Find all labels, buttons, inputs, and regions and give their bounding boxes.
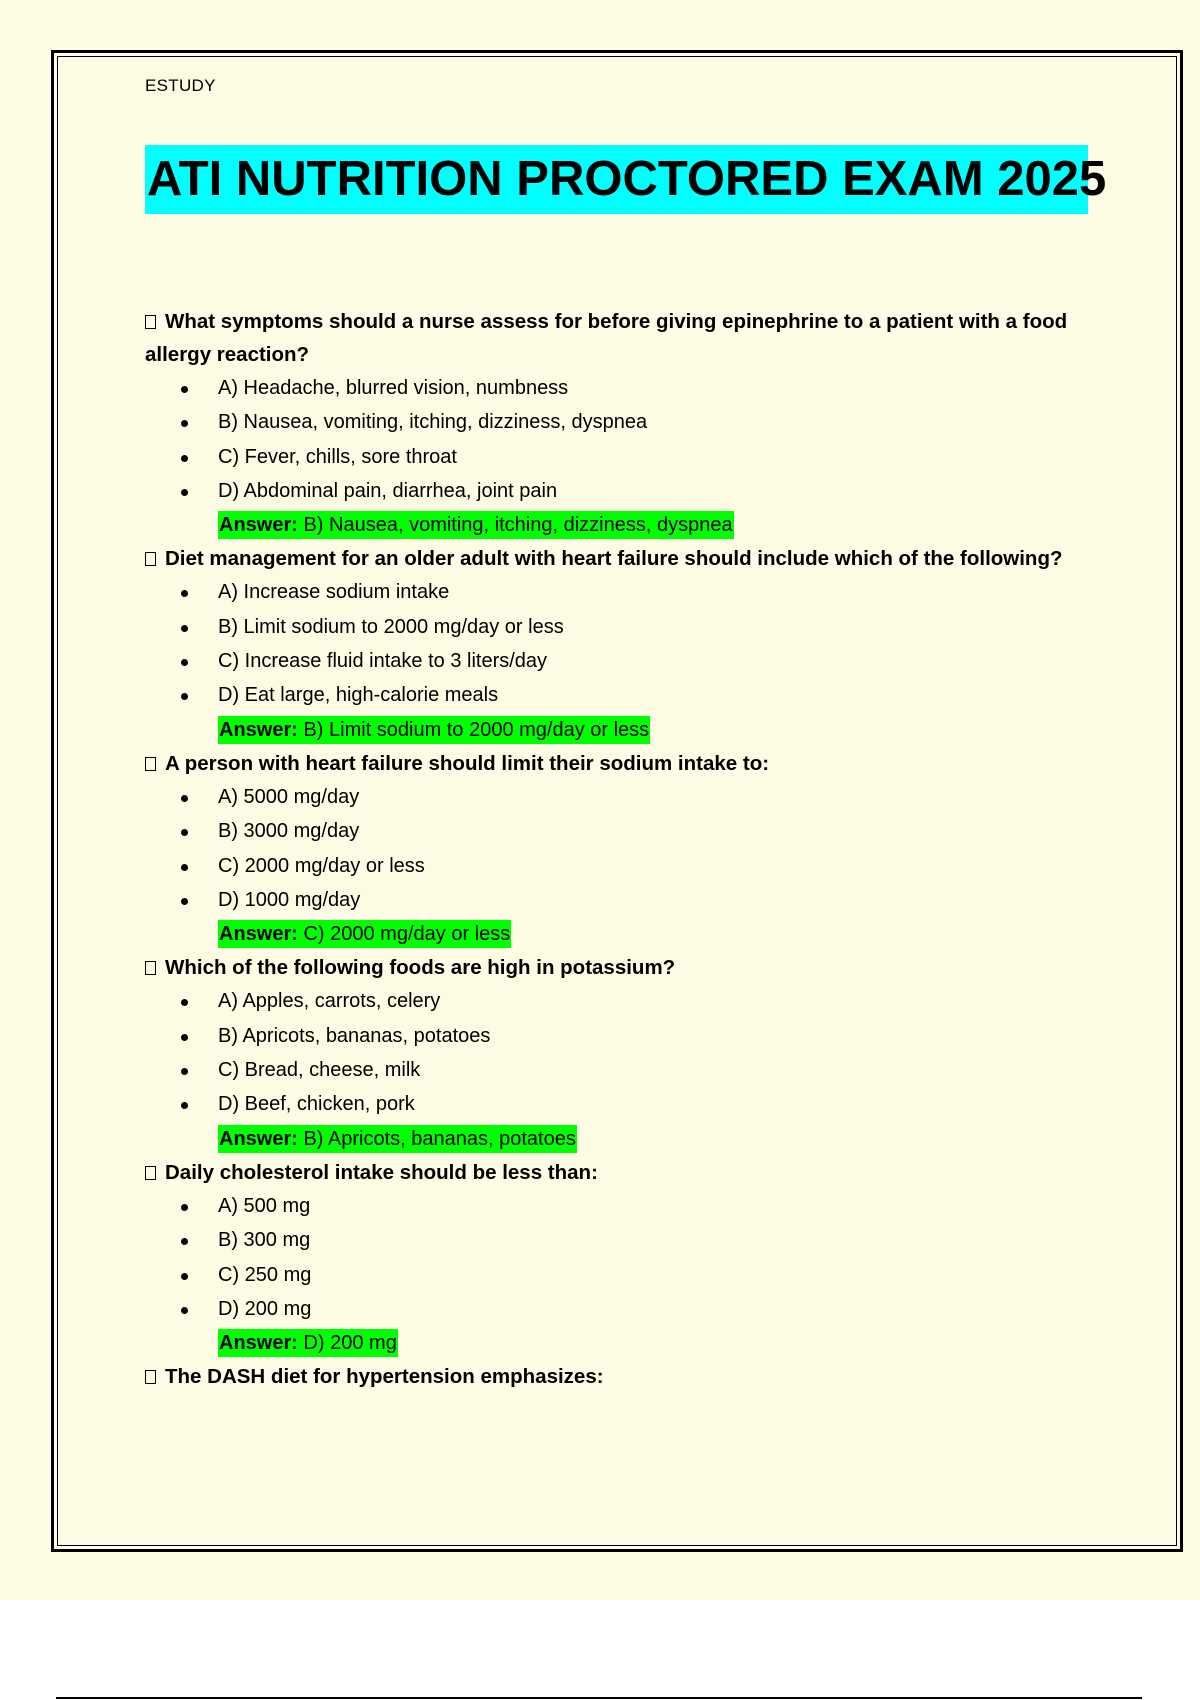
checkbox-icon <box>145 961 156 975</box>
bullet-icon <box>181 829 188 836</box>
question-4 <box>145 951 1075 1155</box>
answer-row <box>145 713 1075 747</box>
option-list <box>145 984 1075 1121</box>
bullet-icon <box>181 1238 188 1245</box>
option-item: D) Beef, chicken, pork <box>145 1087 1075 1121</box>
option-item: C) Bread, cheese, milk <box>145 1053 1075 1087</box>
bullet-icon <box>181 625 188 632</box>
option-list <box>145 1189 1075 1326</box>
bullet-icon <box>181 898 188 905</box>
bullet-icon <box>181 420 188 427</box>
answer-row <box>145 1122 1075 1156</box>
option-item: A) Headache, blurred vision, numbness <box>145 371 1075 405</box>
page-title: ATI NUTRITION PROCTORED EXAM 2025 <box>145 145 1088 214</box>
bullet-icon <box>181 1273 188 1280</box>
footer-divider <box>56 1697 1142 1699</box>
option-item: B) 3000 mg/day <box>145 814 1075 848</box>
question-2 <box>145 542 1075 746</box>
answer-highlight: Answer: D) 200 mg <box>218 1329 398 1357</box>
option-item: A) Increase sodium intake <box>145 575 1075 609</box>
option-item: C) 250 mg <box>145 1258 1075 1292</box>
checkbox-icon <box>145 757 156 771</box>
bullet-icon <box>181 1034 188 1041</box>
question-text: A person with heart failure should limit their sodium intake to: <box>145 747 1075 780</box>
bullet-icon <box>181 659 188 666</box>
option-item: B) Nausea, vomiting, itching, dizziness, dyspnea <box>145 405 1075 439</box>
bullet-icon <box>181 489 188 496</box>
option-item: B) Limit sodium to 2000 mg/day or less <box>145 610 1075 644</box>
checkbox-icon <box>145 1166 156 1180</box>
option-list <box>145 780 1075 917</box>
option-item: D) Eat large, high-calorie meals <box>145 678 1075 712</box>
answer-highlight: Answer: B) Nausea, vomiting, itching, dizziness, dyspnea <box>218 511 734 539</box>
header-label: ESTUDY <box>145 76 216 95</box>
checkbox-icon <box>145 315 156 329</box>
question-6 <box>145 1360 1075 1393</box>
bullet-icon <box>181 1102 188 1109</box>
bullet-icon <box>181 693 188 700</box>
option-item: C) Fever, chills, sore throat <box>145 440 1075 474</box>
bullet-icon <box>181 386 188 393</box>
option-item: D) 1000 mg/day <box>145 883 1075 917</box>
answer-highlight: Answer: B) Apricots, bananas, potatoes <box>218 1125 577 1153</box>
bullet-icon <box>181 864 188 871</box>
answer-row <box>145 508 1075 542</box>
option-item: A) 500 mg <box>145 1189 1075 1223</box>
question-text: The DASH diet for hypertension emphasizes: <box>145 1360 1075 1393</box>
question-5 <box>145 1156 1075 1360</box>
checkbox-icon <box>145 552 156 566</box>
option-item: A) 5000 mg/day <box>145 780 1075 814</box>
option-item: D) Abdominal pain, diarrhea, joint pain <box>145 474 1075 508</box>
answer-row <box>145 1326 1075 1360</box>
bullet-icon <box>181 1068 188 1075</box>
option-list <box>145 371 1075 508</box>
answer-row <box>145 917 1075 951</box>
bullet-icon <box>181 1204 188 1211</box>
bullet-icon <box>181 795 188 802</box>
checkbox-icon <box>145 1370 156 1384</box>
option-item: B) Apricots, bananas, potatoes <box>145 1019 1075 1053</box>
bullet-icon <box>181 999 188 1006</box>
option-item: A) Apples, carrots, celery <box>145 984 1075 1018</box>
bullet-icon <box>181 590 188 597</box>
question-1 <box>145 305 1075 542</box>
option-item: B) 300 mg <box>145 1223 1075 1257</box>
bullet-icon <box>181 1307 188 1314</box>
question-text: Which of the following foods are high in potassium? <box>145 951 1075 984</box>
option-item: D) 200 mg <box>145 1292 1075 1326</box>
question-3 <box>145 747 1075 951</box>
bullet-icon <box>181 455 188 462</box>
answer-highlight: Answer: C) 2000 mg/day or less <box>218 920 511 948</box>
answer-highlight: Answer: B) Limit sodium to 2000 mg/day or less <box>218 716 650 744</box>
option-list <box>145 575 1075 712</box>
question-list <box>145 305 1075 1393</box>
question-text: What symptoms should a nurse assess for before giving epinephrine to a patient with a food allergy reaction? <box>145 310 1068 366</box>
option-item: C) 2000 mg/day or less <box>145 849 1075 883</box>
option-item: C) Increase fluid intake to 3 liters/day <box>145 644 1075 678</box>
question-text: Daily cholesterol intake should be less than: <box>145 1156 1075 1189</box>
question-text: Diet management for an older adult with heart failure should include which of the following? <box>145 542 1075 575</box>
